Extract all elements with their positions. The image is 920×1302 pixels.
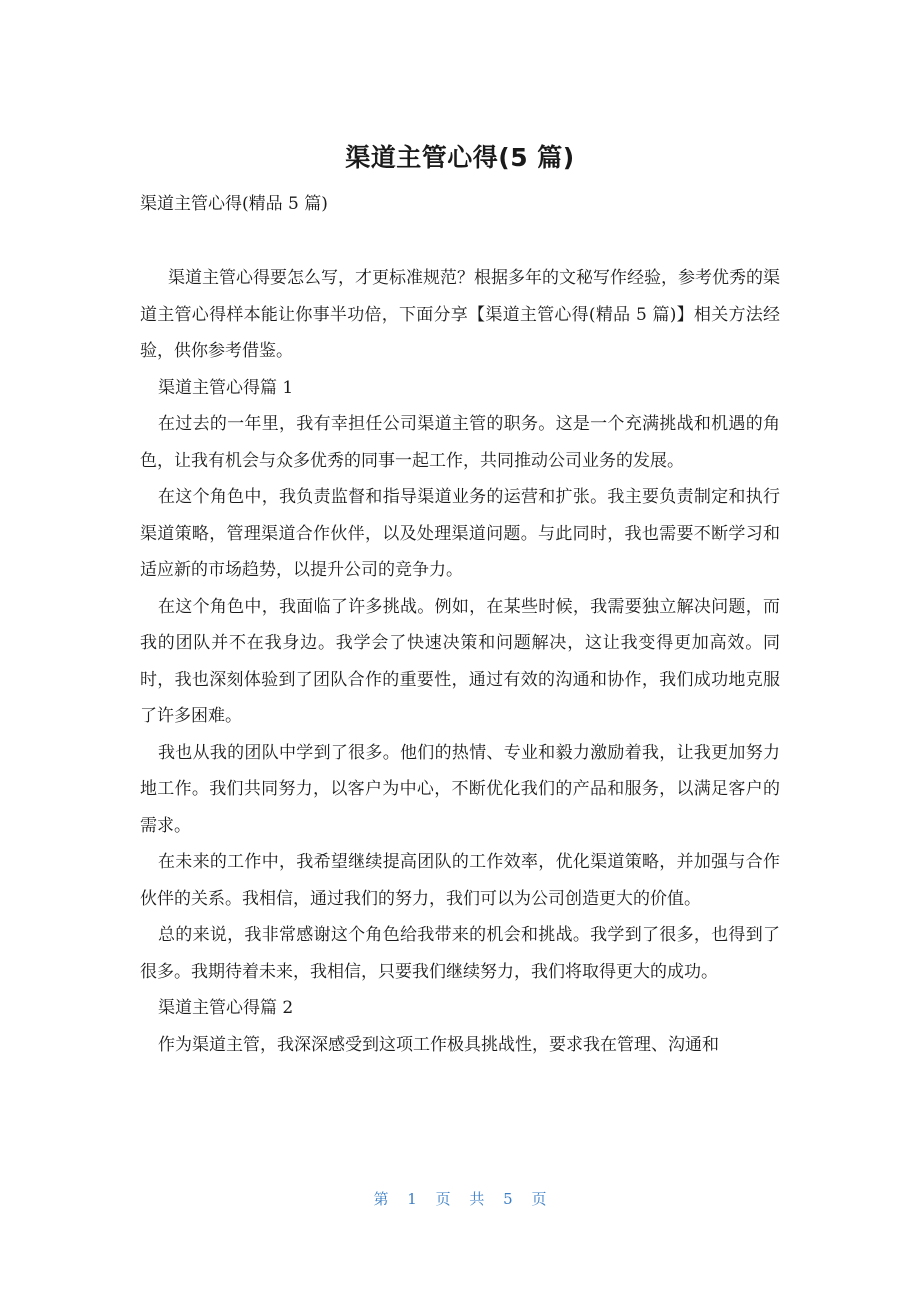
paragraph: 我也从我的团队中学到了很多。他们的热情、专业和毅力激励着我，让我更加努力地工作。我们共同努力，以客户为中心，不断优化我们的产品和服务，以满足客户的需求。: [140, 742, 780, 836]
intro-paragraph: 渠道主管心得要怎么写，才更标准规范？根据多年的文秘写作经验，参考优秀的渠道主管心得样本能让你事半功倍，下面分享【渠道主管心得(精品 5 篇)】相关方法经验，供你参考借鉴。: [140, 268, 780, 361]
document-subtitle: 渠道主管心得(精品 5 篇): [140, 194, 328, 214]
document-body: [140, 260, 780, 1063]
paragraph: 在这个角色中，我负责监督和指导渠道业务的运营和扩张。我主要负责制定和执行渠道策略，管理渠道合作伙伴，以及处理渠道问题。与此同时，我也需要不断学习和适应新的市场趋势，以提升公司的竞争力。: [140, 487, 780, 580]
section-heading-1: 渠道主管心得篇 1: [158, 377, 294, 398]
page-number-footer: 第 1 页 共 5 页: [373, 1190, 547, 1208]
section-heading-2: 渠道主管心得篇 2: [158, 998, 294, 1018]
paragraph: 在这个角色中，我面临了许多挑战。例如，在某些时候，我需要独立解决问题，而我的团队并不在我身边。我学会了快速决策和问题解决，这让我变得更加高效。同时，我也深刻体验到了团队合作的重要性，通过有效的沟通和协作，我们成功地克服了许多困难。: [140, 596, 780, 726]
paragraph: 总的来说，我非常感谢这个角色给我带来的机会和挑战。我学到了很多，也得到了很多。我期待着未来，我相信，只要我们继续努力，我们将取得更大的成功。: [140, 925, 780, 982]
document-title: 渠道主管心得(5 篇): [345, 143, 575, 172]
paragraph: 在未来的工作中，我希望继续提高团队的工作效率，优化渠道策略，并加强与合作伙伴的关系。我相信，通过我们的努力，我们可以为公司创造更大的价值。: [140, 852, 780, 909]
paragraph: 在过去的一年里，我有幸担任公司渠道主管的职务。这是一个充满挑战和机遇的角色，让我有机会与众多优秀的同事一起工作，共同推动公司业务的发展。: [140, 414, 780, 471]
paragraph: 作为渠道主管，我深深感受到这项工作极具挑战性，要求我在管理、沟通和: [158, 1034, 719, 1055]
